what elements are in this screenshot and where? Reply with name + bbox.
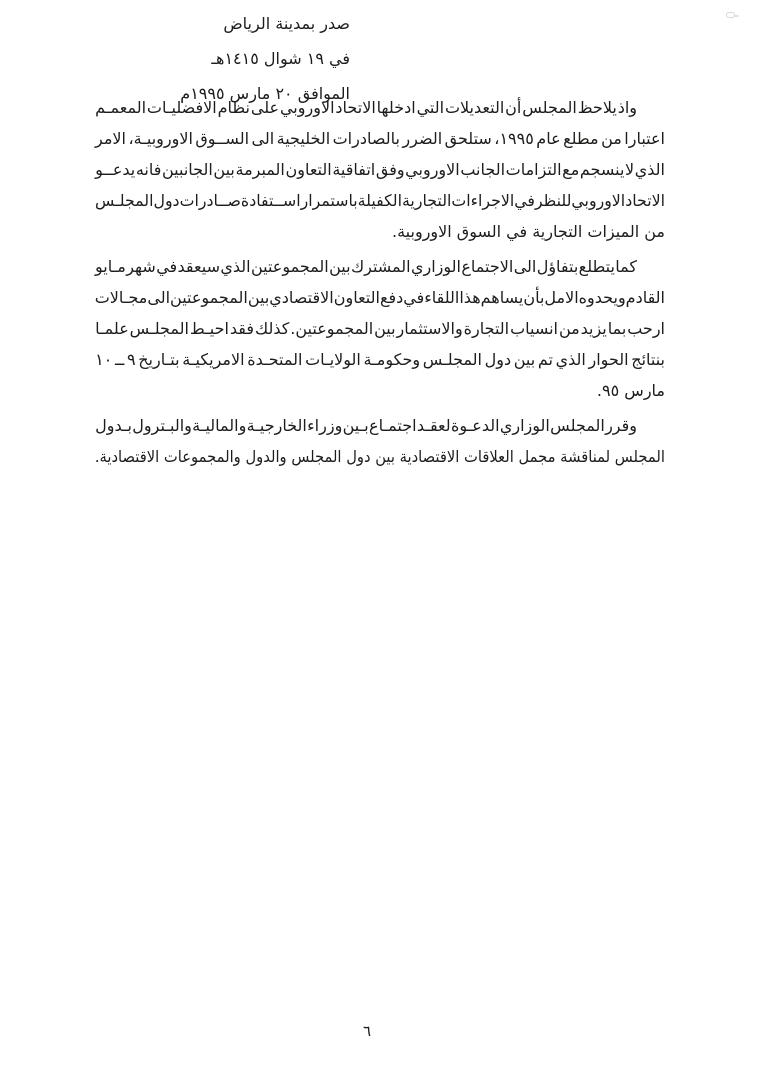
text-line	[95, 185, 665, 216]
word: المجلـس	[129, 319, 189, 338]
word: المبرمة	[235, 160, 285, 179]
word: التزامات	[505, 160, 562, 179]
word: كذلك	[254, 319, 290, 338]
word: باستمرار	[300, 191, 358, 210]
word: اتفاقية	[332, 160, 376, 179]
word: ٩	[126, 350, 136, 369]
text-line	[95, 344, 665, 375]
word: بنتائج	[631, 350, 665, 369]
word: من	[601, 129, 622, 148]
word: المتحـدة	[247, 350, 303, 369]
word: تم	[537, 350, 553, 369]
scan-artifact	[727, 13, 734, 17]
word: الحوار	[588, 350, 629, 369]
word: بتـاريخ	[138, 350, 180, 369]
word: المجموعتين.	[290, 319, 374, 338]
word: في	[156, 257, 178, 276]
word: بين	[213, 160, 235, 179]
word: واذ	[617, 98, 637, 117]
word: والبـترول	[132, 416, 192, 435]
word: بين	[329, 257, 351, 276]
word: المجلـس	[422, 350, 482, 369]
word: الدعـوة	[450, 416, 500, 435]
word: يساهم	[480, 288, 524, 307]
word: المجلس	[550, 416, 605, 435]
word: لعقـد	[416, 416, 451, 435]
word: الامل	[544, 288, 579, 307]
word: الى	[251, 129, 275, 148]
text-line	[95, 313, 665, 344]
word: صــادرات	[179, 191, 241, 210]
word: المعمـم	[95, 98, 147, 117]
word: ١٠	[95, 350, 113, 369]
word: الاتحاد	[335, 98, 376, 117]
word: الخليجية	[276, 129, 331, 148]
word: مطلع	[563, 129, 599, 148]
word: فانه	[135, 160, 162, 179]
word: بـين	[342, 416, 369, 435]
word: الكفيلة	[357, 191, 402, 210]
word: مـايو	[95, 257, 126, 276]
word: الذي	[634, 160, 665, 179]
word: مع	[562, 160, 580, 179]
word: الاوروبي	[571, 191, 626, 210]
word: وزراء	[307, 416, 343, 435]
word: الذي	[220, 257, 251, 276]
word: الوزاري	[499, 416, 550, 435]
word: الافضليـات	[146, 98, 217, 117]
word: الجانبين	[162, 160, 213, 179]
word: التعاون	[285, 160, 332, 179]
word: للنظر	[534, 191, 572, 210]
word: الامر	[95, 129, 126, 148]
word: ستلحق	[444, 129, 492, 148]
word: بأن	[523, 288, 545, 307]
word: الى	[147, 288, 171, 307]
word: اللقاء	[424, 288, 460, 307]
word: سيعقد	[177, 257, 220, 276]
paragraph	[95, 251, 665, 406]
word: الولايـات	[305, 350, 361, 369]
word: دفع	[379, 288, 404, 307]
word: الاجتماع	[461, 257, 514, 276]
text-line	[95, 251, 665, 282]
word: المجلـس	[95, 191, 154, 210]
word: يتطلع	[578, 257, 615, 276]
word: القادم	[625, 288, 665, 307]
word: الاوروبي	[405, 160, 460, 179]
paragraph	[95, 410, 665, 472]
word: شهر	[126, 257, 156, 276]
issuance-hijri-date-line: في ١٩ شوال ١٤١٥هـ	[211, 49, 350, 68]
word: الاتحاد	[625, 191, 665, 210]
word: يلاحظ	[577, 98, 617, 117]
word: الســوق	[195, 129, 250, 148]
word: الى	[513, 257, 537, 276]
word: وقرر	[605, 416, 637, 435]
word: بتفاؤل	[536, 257, 579, 276]
word: دول	[484, 350, 512, 369]
word: التجارية	[401, 191, 452, 210]
text-line: المجلس لمناقشة مجمل العلاقات الاقتصادية بين دول المجلس والدول والمجموعات الاقتصادية.	[94, 447, 665, 466]
word: فقد	[229, 319, 255, 338]
word: ويحدوه	[578, 288, 626, 307]
word: احيـط	[189, 319, 229, 338]
text-line	[95, 410, 665, 441]
word: بـدول	[95, 416, 132, 435]
issuance-place-line: صدر بمدينة الرياض	[223, 14, 350, 33]
word: المجموعتين	[170, 288, 248, 307]
issuance-gregorian-date-line: الموافق ٢٠ مارس ١٩٩٥م	[180, 84, 350, 103]
word: علمـا	[95, 319, 129, 338]
page-number: ٦	[362, 1022, 372, 1040]
word: الاجراءات	[451, 191, 515, 210]
word: ارحب	[627, 319, 665, 338]
word: عام	[536, 129, 561, 148]
text-line	[95, 92, 665, 123]
word: وفق	[375, 160, 405, 179]
word: التعديلات	[444, 98, 505, 117]
text-line	[95, 282, 665, 313]
text-line: من الميزات التجارية في السوق الاوروبية.	[392, 222, 665, 241]
word: بالصادرات	[332, 129, 400, 148]
word: هذا	[459, 288, 481, 307]
word: الضرر	[402, 129, 443, 148]
word: وحكومـة	[363, 350, 421, 369]
word: الجانب	[460, 160, 506, 179]
word: التعاون	[333, 288, 380, 307]
word: اجتمـاع	[369, 416, 417, 435]
text-line	[95, 154, 665, 185]
word: مجـالات	[94, 288, 148, 307]
word: في	[514, 191, 535, 210]
word: من	[558, 319, 580, 338]
word: المجلس	[522, 98, 577, 117]
word: انسياب	[510, 319, 558, 338]
word: التجارة	[463, 319, 510, 338]
word: في	[403, 288, 425, 307]
word: ١٩٩٥،	[494, 129, 534, 148]
document-text	[95, 92, 665, 472]
word: الاوروبيـة،	[128, 129, 193, 148]
word: بين	[513, 350, 536, 369]
word: التي	[416, 98, 445, 117]
word: بين	[247, 288, 270, 307]
word: نظام	[217, 98, 250, 117]
word: يزيد	[580, 319, 607, 338]
word: اعتبارا	[624, 129, 665, 148]
paragraph	[95, 92, 665, 247]
word: ادخلها	[376, 98, 416, 117]
word: دول	[153, 191, 180, 210]
word: اســتفادة	[240, 191, 301, 210]
word: بما	[607, 319, 627, 338]
word: الذي	[555, 350, 586, 369]
word: والاستثمار	[396, 319, 463, 338]
text-line: مارس ٩٥.	[596, 381, 665, 400]
word: لا	[625, 160, 635, 179]
word: الخارجيـة	[246, 416, 307, 435]
word: بين	[374, 319, 396, 338]
word: الاوروبي	[279, 98, 335, 117]
word: ينسجم	[579, 160, 625, 179]
word: أن	[505, 98, 522, 117]
word: ــ	[114, 350, 125, 369]
word: الوزاري	[410, 257, 461, 276]
word: والماليـة	[192, 416, 247, 435]
word: الامريكيـة	[182, 350, 245, 369]
word: الاقتصادي	[269, 288, 334, 307]
word: المجموعتين	[250, 257, 329, 276]
word: يدعــو	[95, 160, 136, 179]
text-line	[95, 123, 665, 154]
word: المشترك	[350, 257, 411, 276]
word: كما	[615, 257, 637, 276]
word: على	[250, 98, 280, 117]
